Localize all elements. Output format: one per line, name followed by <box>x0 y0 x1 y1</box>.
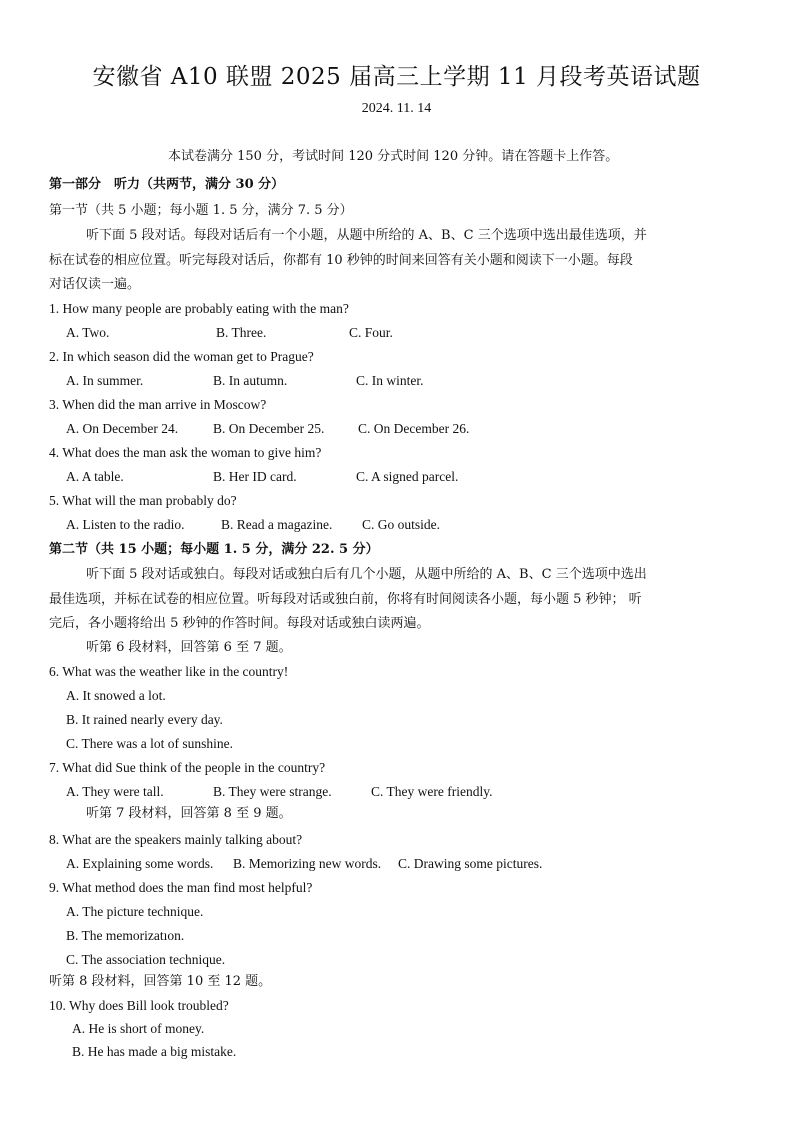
option-b: B. Her ID card. <box>213 469 297 484</box>
section1-instruction-line: 听下面 5 段对话。每段对话后有一个小题，从题中所给的 A、B、C 三个选项中选出最佳选项，并 <box>86 228 647 243</box>
question-text: 10. Why does Bill look troubled? <box>49 998 229 1013</box>
section2-instruction-line: 完后，各小题将给出 5 秒钟的作答时间。每段对话或独白读两遍。 <box>49 616 430 631</box>
option-b: B. Read a magazine. <box>221 517 333 532</box>
section1-instruction-line: 对话仅读一遍。 <box>49 277 141 292</box>
option-c: C. There was a lot of sunshine. <box>66 736 233 751</box>
option-a: A. Two. <box>66 325 110 340</box>
option-b: B. The memorizatıon. <box>66 928 185 943</box>
question-text: 4. What does the man ask the woman to give him? <box>49 445 322 460</box>
option-c: C. A signed parcel. <box>356 469 459 484</box>
part1-heading: 第一部分 听力（共两节，满分 30 分） <box>49 177 285 192</box>
option-b: B. They were strange. <box>213 784 332 799</box>
question-text: 2. In which season did the woman get to Prague? <box>49 349 314 364</box>
question-text: 1. How many people are probably eating with the man? <box>49 301 349 316</box>
option-c: C. On December 26. <box>358 421 470 436</box>
option-a: A. A table. <box>66 469 124 484</box>
question-text: 5. What will the man probably do? <box>49 493 237 508</box>
option-c: C. Drawing some pictures. <box>398 856 543 871</box>
option-b: B. Memorizing new words. <box>233 856 382 871</box>
option-a: A. They were tall. <box>66 784 164 799</box>
section2-heading: 第二节（共 15 小题；每小题 1. 5 分，满分 22. 5 分） <box>49 542 379 557</box>
option-a: A. In summer. <box>66 373 144 388</box>
question-text: 7. What did Sue think of the people in the country? <box>49 760 326 775</box>
section1-heading: 第一节（共 5 小题；每小题 1. 5 分，满分 7. 5 分） <box>49 203 353 218</box>
option-c: C. Go outside. <box>362 517 441 532</box>
exam-date: 2024. 11. 14 <box>361 101 432 116</box>
option-b: B. He has made a big mistake. <box>72 1044 237 1059</box>
question-text: 9. What method does the man find most helpful? <box>49 880 313 895</box>
option-a: A. Listen to the radio. <box>66 517 185 532</box>
material-note: 听第 6 段材料，回答第 6 至 7 题。 <box>86 640 292 655</box>
option-a: A. The picture technique. <box>66 904 204 919</box>
option-a: A. It snowed a lot. <box>66 688 166 703</box>
question-text: 6. What was the weather like in the country! <box>49 664 289 679</box>
section2-instruction-line: 最佳选项，并标在试卷的相应位置。听每段对话或独白前，你将有时间阅读各小题，每小题 5 秒钟； 听 <box>49 592 642 607</box>
option-c: C. They were friendly. <box>371 784 493 799</box>
option-c: C. In winter. <box>356 373 424 388</box>
page-title: 安徽省 A10 联盟 2025 届高三上学期 11 月段考英语试题 <box>92 64 701 90</box>
question-text: 8. What are the speakers mainly talking about? <box>49 832 303 847</box>
option-b: B. In autumn. <box>213 373 288 388</box>
option-b: B. Three. <box>216 325 267 340</box>
exam-intro: 本试卷满分 150 分，考试时间 120 分式时间 120 分钟。请在答题卡上作答。 <box>168 149 619 164</box>
section2-instruction-line: 听下面 5 段对话或独白。每段对话或独白后有几个小题，从题中所给的 A、B、C 三个选项中选出 <box>86 567 647 582</box>
option-b: B. It rained nearly every day. <box>66 712 223 727</box>
material-note: 听第 7 段材料，回答第 8 至 9 题。 <box>86 806 292 821</box>
option-c: C. Four. <box>349 325 393 340</box>
material-note: 听第 8 段材料，回答第 10 至 12 题。 <box>49 974 272 989</box>
option-a: A. He is short of money. <box>72 1021 205 1036</box>
option-b: B. On December 25. <box>213 421 325 436</box>
question-text: 3. When did the man arrive in Moscow? <box>49 397 267 412</box>
section1-instruction-line: 标在试卷的相应位置。听完每段对话后，你都有 10 秒钟的时间来回答有关小题和阅读下一小题。每段 <box>49 253 633 268</box>
option-a: A. Explaining some words. <box>66 856 214 871</box>
option-c: C. The association technique. <box>66 952 226 967</box>
option-a: A. On December 24. <box>66 421 179 436</box>
